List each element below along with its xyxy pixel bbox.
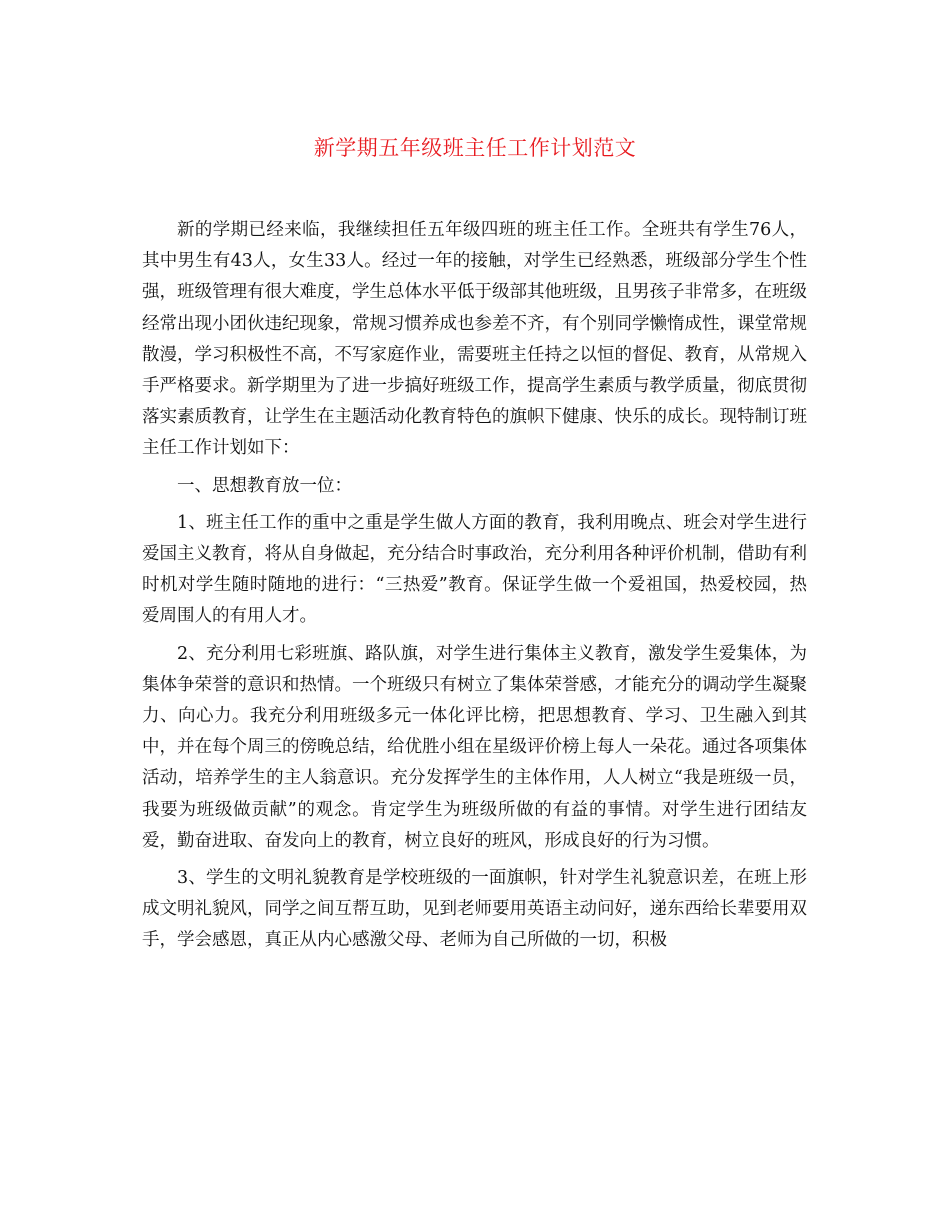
paragraph-item-1: 1、班主任工作的重中之重是学生做人方面的教育，我利用晚点、班会对学生进行爱国主义教育，将从自身做起，充分结合时事政治，充分利用各种评价机制，借助有利时机对学生随时随地的进行：“三热爱”教育。保证学生做一个爱祖国，热爱校园，热爱周围人的有用人才。 <box>142 512 807 627</box>
document-body <box>142 215 807 963</box>
paragraph-item-3: 3、学生的文明礼貌教育是学校班级的一面旗帜，针对学生礼貌意识差，在班上形成文明礼貌风，同学之间互帮互助，见到老师要用英语主动问好，递东西给长辈要用双手，学会感恩，真正从内心感激父母、老师为自己所做的一切，积极 <box>142 868 807 951</box>
paragraph-intro: 新的学期已经来临，我继续担任五年级四班的班主任工作。全班共有学生76人，其中男生有43人，女生33人。经过一年的接触，对学生已经熟悉，班级部分学生个性强，班级管理有很大难度，学生总体水平低于级部其他班级，且男孩子非常多，在班级经常出现小团伙违纪现象，常规习惯养成也参差不齐，有个别同学懒惰成性，课堂常规散漫，学习积极性不高，不写家庭作业，需要班主任持之以恒的督促、教育，从常规入手严格要求。新学期里为了进一步搞好班级工作，提高学生素质与教学质量，彻底贯彻落实素质教育，让学生在主题活动化教育特色的旗帜下健康、快乐的成长。现特制订班主任工作计划如下： <box>142 220 807 459</box>
section-heading-ideological-education: 一、思想教育放一位： <box>177 475 352 496</box>
document-title: 新学期五年级班主任工作计划范文 <box>313 136 637 160</box>
paragraph-item-2: 2、充分利用七彩班旗、路队旗，对学生进行集体主义教育，激发学生爱集体，为集体争荣誉的意识和热情。一个班级只有树立了集体荣誉感，才能充分的调动学生凝聚力、向心力。我充分利用班级多元一体化评比榜，把思想教育、学习、卫生融入到其中，并在每个周三的傍晚总结，给优胜小组在星级评价榜上每人一朵花。通过各项集体活动，培养学生的主人翁意识。充分发挥学生的主体作用，人人树立“我是班级一员，我要为班级做贡献”的观念。肯定学生为班级所做的有益的事情。对学生进行团结友爱，勤奋进取、奋发向上的教育，树立良好的班风，形成良好的行为习惯。 <box>142 643 807 851</box>
